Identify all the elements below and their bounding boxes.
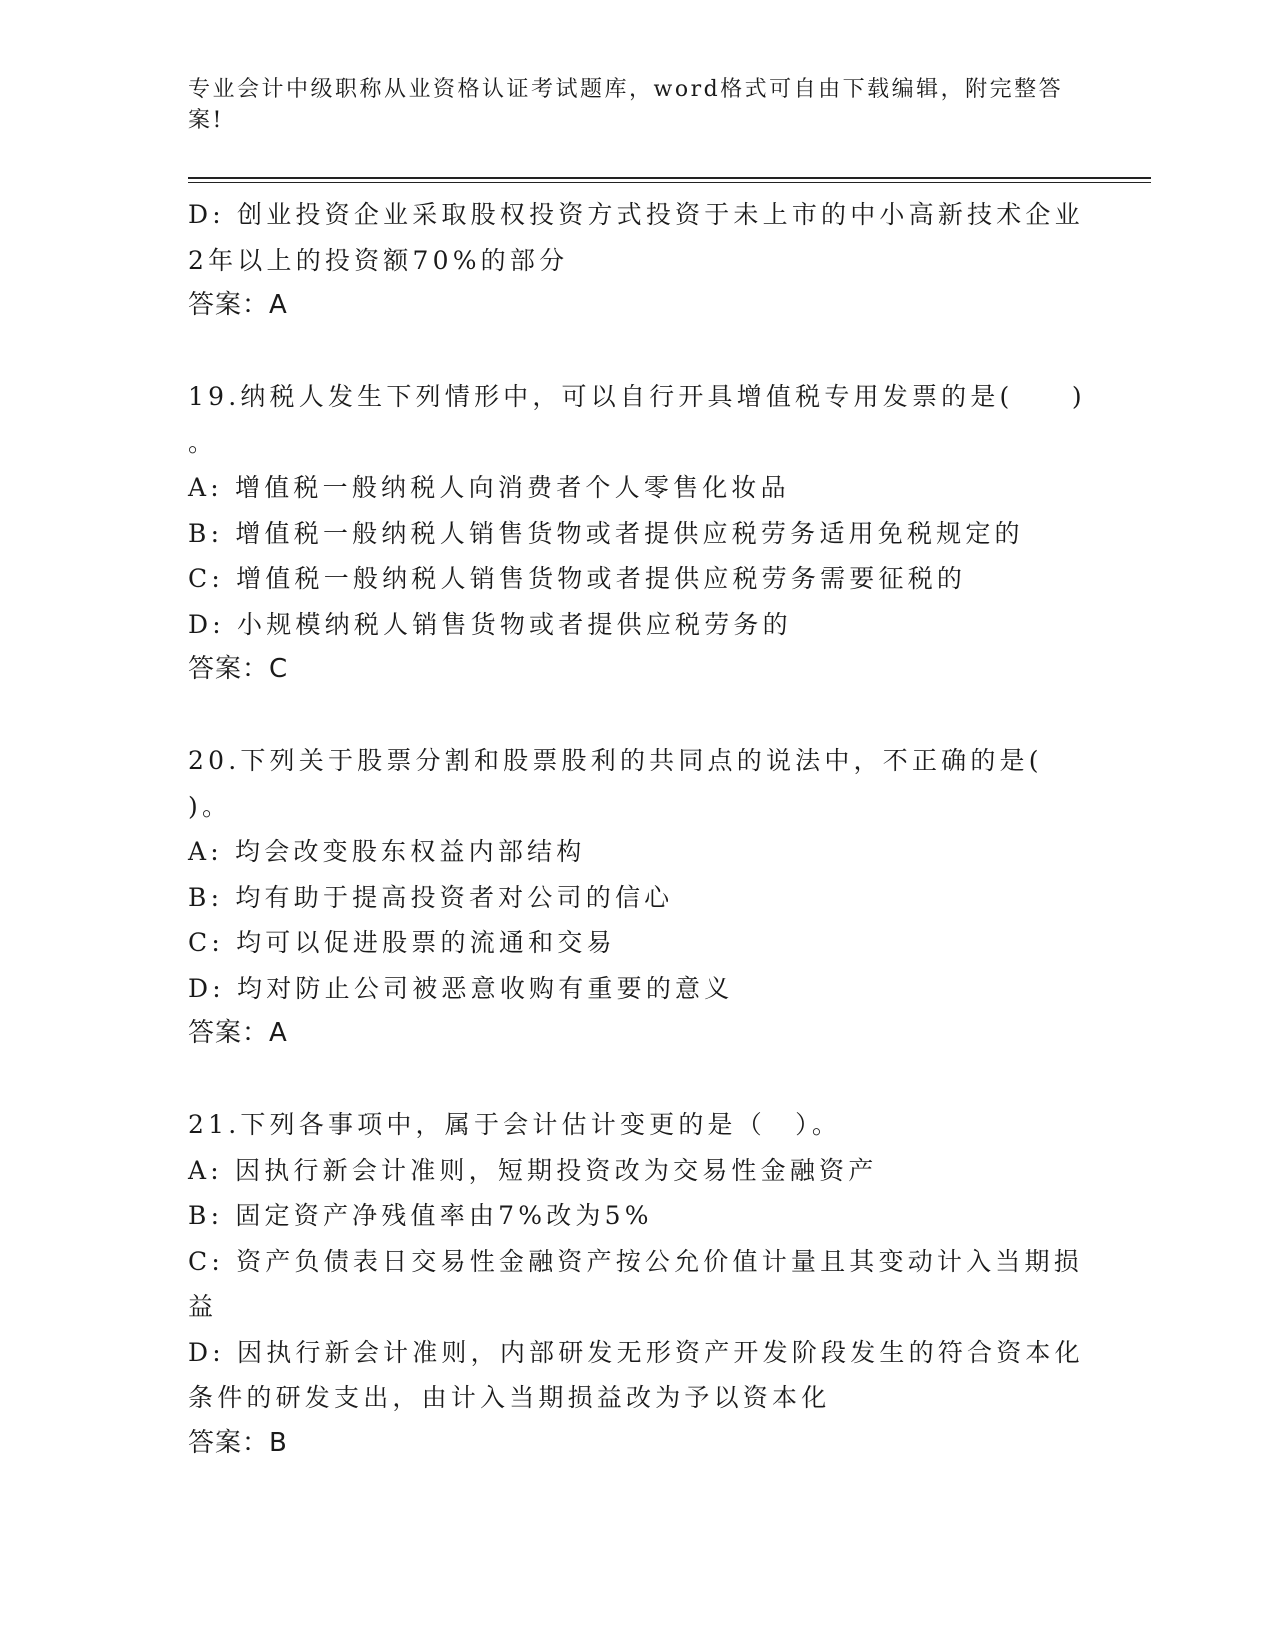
question-content bbox=[188, 192, 1088, 1466]
q19-option-a: A: 增值税一般纳税人向消费者个人零售化妆品 bbox=[188, 473, 790, 502]
q20-option-d: D: 均对防止公司被恶意收购有重要的意义 bbox=[188, 973, 734, 1003]
q20-stem-line-1: 20.下列关于股票分割和股票股利的共同点的说法中，不正确的是( bbox=[188, 746, 1043, 775]
q19-option-d: D: 小规模纳税人销售货物或者提供应税劳务的 bbox=[188, 609, 792, 639]
q21-option-d-line-2: 条件的研发支出，由计入当期损益改为予以资本化 bbox=[188, 1383, 831, 1412]
q19-stem-line-2: 。 bbox=[188, 427, 218, 457]
q20-option-a: A: 均会改变股东权益内部结构 bbox=[188, 837, 586, 866]
q21-option-c-line-1: C: 资产负债表日交易性金融资产按公允价值计量且其变动计入当期损 bbox=[188, 1246, 1083, 1276]
q18-option-d-line-1: D: 创业投资企业采取股权投资方式投资于未上市的中小高新技术企业 bbox=[188, 200, 1084, 229]
q20-answer: 答案：A bbox=[188, 1018, 288, 1048]
q19-option-c: C: 增值税一般纳税人销售货物或者提供应税劳务需要征税的 bbox=[188, 564, 967, 593]
q21-answer: 答案：B bbox=[188, 1427, 288, 1458]
header-line-2: 案! bbox=[188, 108, 224, 133]
q21-option-a: A: 因执行新会计准则，短期投资改为交易性金融资产 bbox=[188, 1155, 878, 1185]
q18-answer: 答案：A bbox=[188, 290, 288, 320]
header-divider-thin bbox=[188, 182, 1151, 183]
q19-stem-line-1: 19.纳税人发生下列情形中，可以自行开具增值税专用发票的是( ) bbox=[188, 382, 1086, 411]
q19-option-b: B: 增值税一般纳税人销售货物或者提供应税劳务适用免税规定的 bbox=[188, 518, 1024, 548]
q21-option-b: B: 固定资产净残值率由7%改为5% bbox=[188, 1201, 653, 1230]
q21-option-c-line-2: 益 bbox=[188, 1292, 218, 1321]
spacer bbox=[188, 1057, 1088, 1103]
q19-answer: 答案：C bbox=[188, 654, 289, 684]
q20-option-c: C: 均可以促进股票的流通和交易 bbox=[188, 928, 616, 957]
spacer bbox=[188, 329, 1088, 375]
q20-stem-line-2: )。 bbox=[188, 791, 232, 821]
q21-stem: 21.下列各事项中，属于会计估计变更的是（ ）。 bbox=[188, 1110, 842, 1139]
q20-option-b: B: 均有助于提高投资者对公司的信心 bbox=[188, 882, 674, 912]
q18-option-d-line-2: 2年以上的投资额70%的部分 bbox=[188, 245, 569, 275]
document-header bbox=[188, 74, 1068, 136]
header-divider-thick bbox=[188, 177, 1151, 179]
q21-option-d-line-1: D: 因执行新会计准则，内部研发无形资产开发阶段发生的符合资本化 bbox=[188, 1337, 1084, 1367]
header-line-1: 专业会计中级职称从业资格认证考试题库，word格式可自由下载编辑，附完整答 bbox=[188, 77, 1064, 102]
spacer bbox=[188, 693, 1088, 739]
